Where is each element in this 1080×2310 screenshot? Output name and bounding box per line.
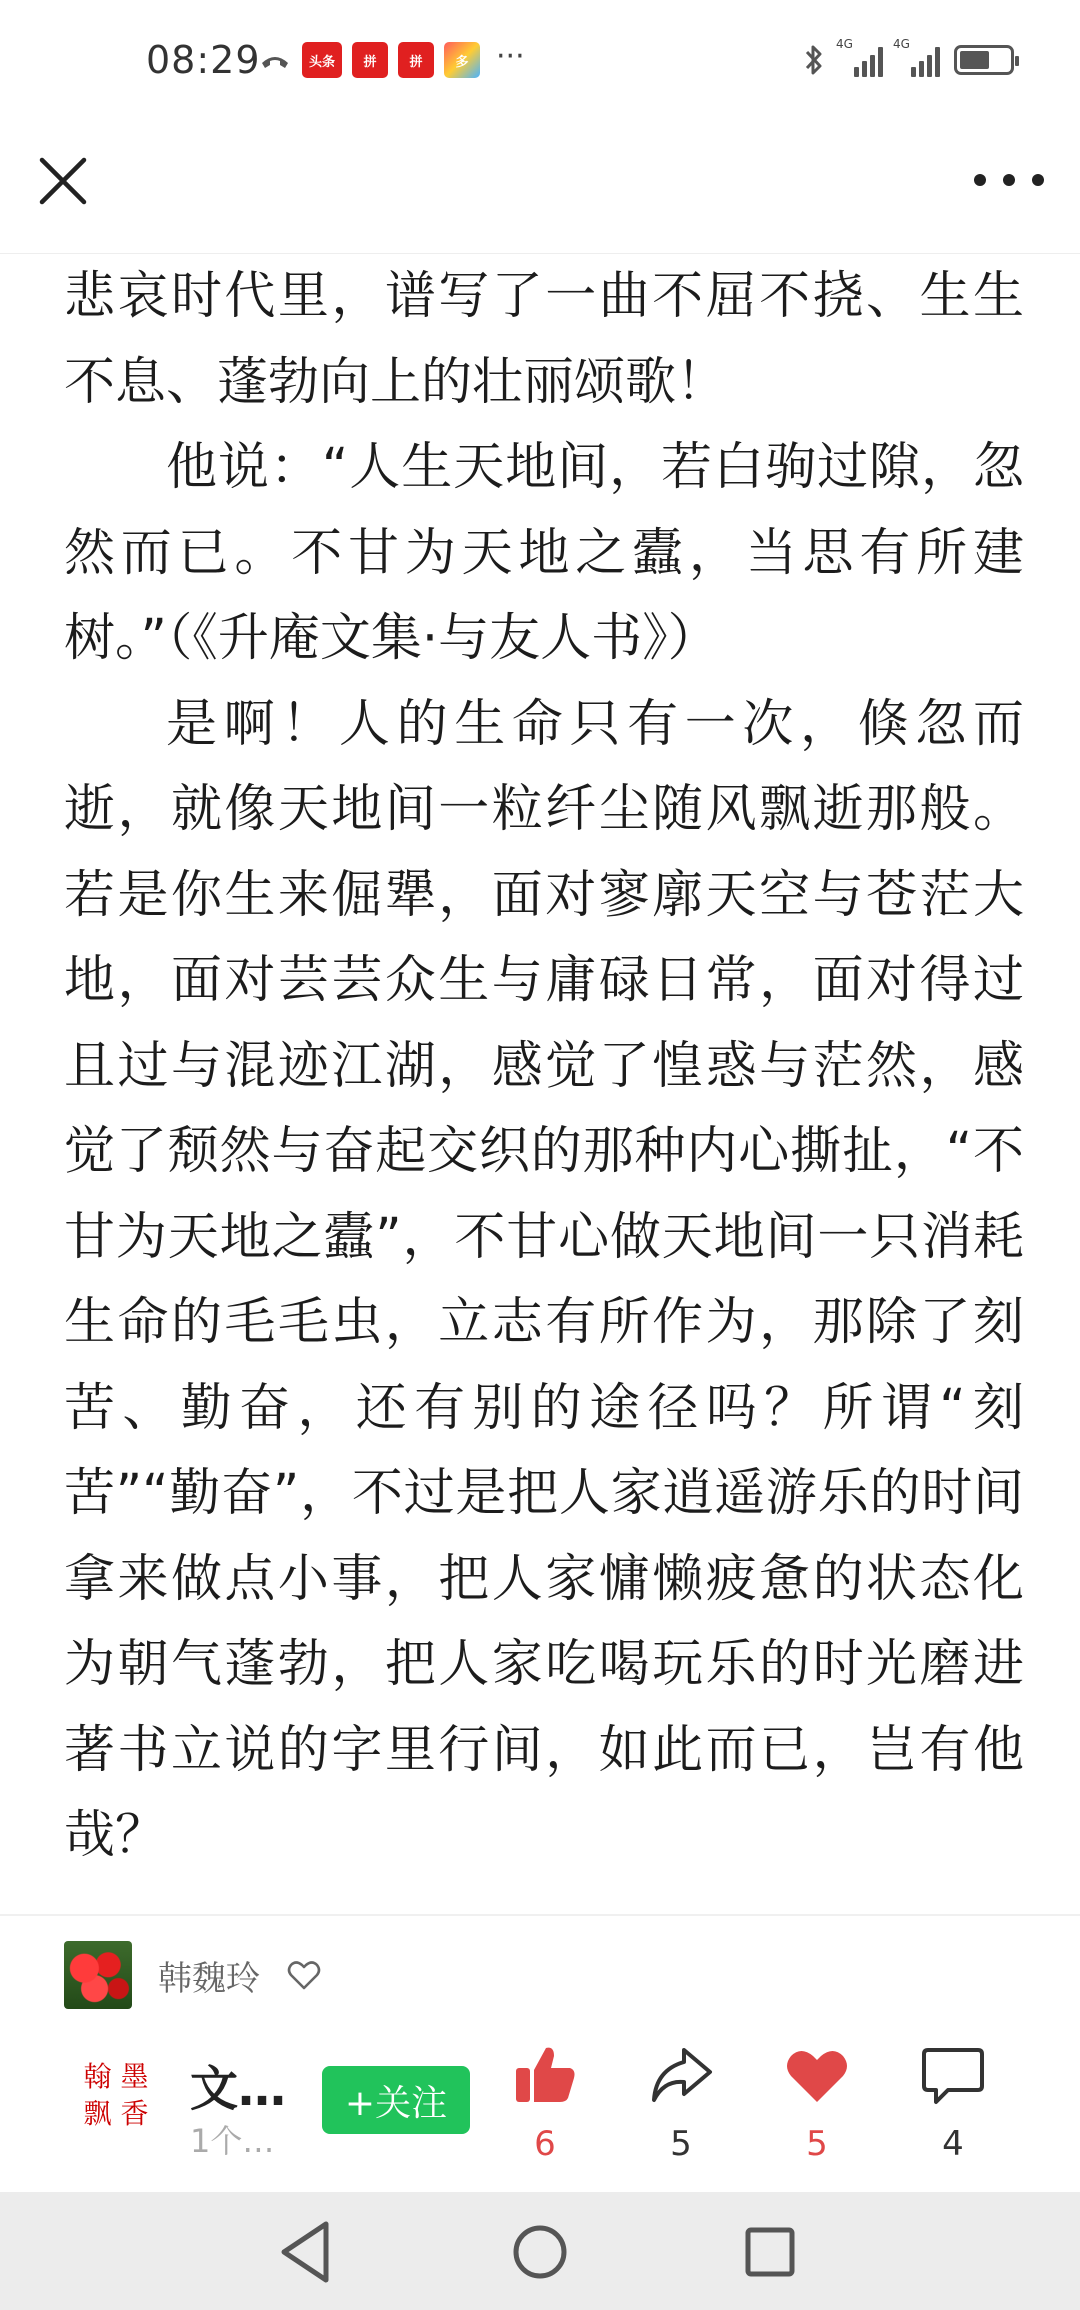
- more-notifications-icon: ···: [496, 38, 525, 74]
- bluetooth-icon: [802, 42, 826, 78]
- system-navigation-bar: [0, 2192, 1080, 2310]
- network-type-label: 4G: [836, 37, 853, 51]
- status-bar: [0, 0, 1080, 124]
- follow-button[interactable]: +关注: [322, 2066, 470, 2134]
- heart-outline-icon[interactable]: [286, 1957, 322, 1993]
- author-avatar[interactable]: [64, 1941, 132, 2009]
- account-avatar-char: 飘: [83, 2097, 112, 2130]
- article-paragraph: 悲哀时代里，谱写了一曲不屈不挠、生生不息、蓬勃向上的壮丽颂歌！: [64, 267, 1024, 412]
- close-icon: [36, 154, 90, 208]
- share-button[interactable]: [626, 2040, 736, 2180]
- recent-apps-icon[interactable]: [732, 2214, 808, 2290]
- pinduoduo-app-icon-2: 拼: [398, 42, 434, 78]
- home-icon[interactable]: [502, 2214, 578, 2290]
- divider: [0, 1914, 1080, 1916]
- more-options-button[interactable]: [974, 158, 1044, 202]
- comment-count: 4: [942, 2124, 964, 2164]
- signal-strength-icon-2: [893, 37, 940, 77]
- like-count: 6: [534, 2124, 556, 2164]
- heart-icon: [782, 2040, 852, 2110]
- account-avatar-char: 香: [120, 2097, 149, 2130]
- more-dot: [1003, 174, 1015, 186]
- signal-strength-icon: [836, 37, 883, 77]
- network-type-label-2: 4G: [893, 37, 910, 51]
- app-icon: 多: [444, 42, 480, 78]
- article-paragraph: 是啊！人的生命只有一次，倏忽而逝，就像天地间一粒纤尘随风飘逝那般。若是你生来倔犟，面对寥廓天空与苍茫大地，面对芸芸众生与庸碌日常，面对得过且过与混迹江湖，感觉了惶惑与茫然，感觉了颓然与奋起交织的那种内心撕扯，“不甘为天地之蠹”，不甘心做天地间一只消耗生命的毛毛虫，立志有所作为，那除了刻苦、勤奋，还有别的途径吗？所谓“刻苦”“勤奋”，不过是把人家逍遥游乐的时间拿来做点小事，把人家慵懒疲惫的状态化为朝气蓬勃，把人家吃喝玩乐的时光磨进著书立说的字里行间，如此而已，岂有他哉？: [64, 694, 1024, 1865]
- more-dot: [1032, 174, 1044, 186]
- account-avatar-char: 翰: [83, 2060, 112, 2093]
- notification-icons: [258, 40, 525, 80]
- back-icon[interactable]: [270, 2214, 346, 2290]
- battery-icon: [954, 45, 1014, 75]
- favorite-count: 5: [806, 2124, 828, 2164]
- missed-call-icon: [258, 43, 292, 77]
- status-time: 08:29: [146, 38, 261, 82]
- bottom-action-bar: [0, 2030, 1080, 2190]
- author-row[interactable]: [64, 1940, 322, 2010]
- system-status-icons: [802, 38, 1014, 82]
- like-button[interactable]: [490, 2040, 600, 2180]
- share-count: 5: [670, 2124, 692, 2164]
- comment-button[interactable]: [898, 2040, 1008, 2180]
- account-name[interactable]: 文…: [190, 2061, 287, 2117]
- account-avatar-char: 墨: [120, 2060, 149, 2093]
- share-icon: [646, 2040, 716, 2110]
- comment-icon: [918, 2040, 988, 2110]
- article-body: [64, 254, 1024, 1879]
- author-name[interactable]: 韩魏玲: [158, 1958, 260, 1999]
- top-nav-bar: [0, 124, 1080, 254]
- close-button[interactable]: [36, 154, 90, 208]
- favorite-button[interactable]: [762, 2040, 872, 2180]
- battery-level: [960, 51, 989, 69]
- thumbs-up-icon: [510, 2040, 580, 2110]
- toutiao-app-icon: 头条: [302, 42, 342, 78]
- article-paragraph: 他说：“人生天地间，若白驹过隙，忽然而已。不甘为天地之蠹，当思有所建树。”（《升庵文集·与友人书》）: [64, 438, 1024, 668]
- account-subtitle: 1个…: [190, 2122, 275, 2160]
- account-avatar[interactable]: [80, 2060, 152, 2132]
- pinduoduo-app-icon: 拼: [352, 42, 388, 78]
- more-dot: [974, 174, 986, 186]
